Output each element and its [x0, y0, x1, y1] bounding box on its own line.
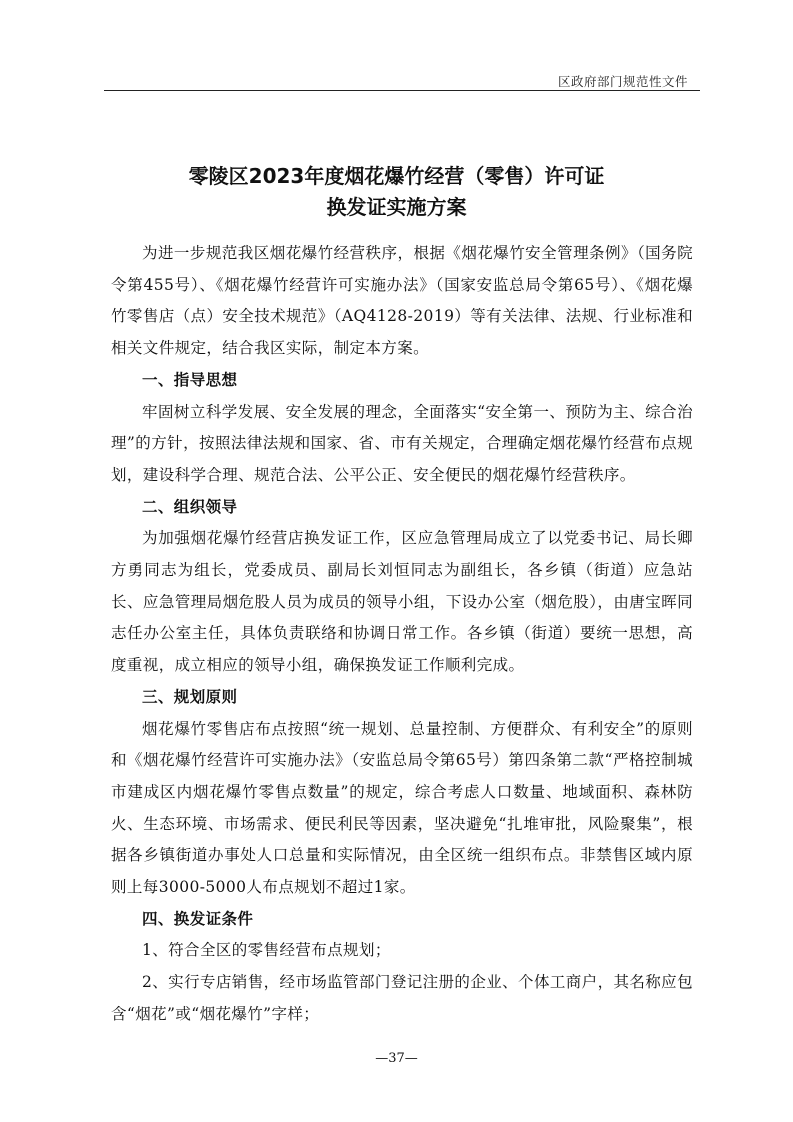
- section-paragraph: 1、符合全区的零售经营布点规划；: [142, 941, 391, 960]
- page-number: —37—: [375, 1051, 418, 1066]
- document-title-line-1: 零陵区2023年度烟花爆竹经营（零售）许可证: [188, 164, 605, 188]
- header-label: 区政府部门规范性文件: [557, 74, 688, 89]
- section-paragraph: 为加强烟花爆竹经营店换发证工作，区应急管理局成立了以党委书记、局长卿方勇同志为组长，党委成员、副局长刘恒同志为副组长，各乡镇（街道）应急站长、应急管理局烟危股人员为成员的领导小组，下设办公室（烟危股），由唐宝晖同志任办公室主任，具体负责联络和协调日常工作。各乡镇（街道）要统一思想，高度重视，成立相应的领导小组，确保换发证工作顺利完成。: [111, 529, 693, 675]
- section-paragraph: 2、实行专店销售，经市场监管部门登记注册的企业、个体工商户，其名称应包含“烟花”或“烟花爆竹”字样；: [111, 973, 693, 1023]
- document-body: [111, 238, 693, 1031]
- intro-paragraph: 为进一步规范我区烟花爆竹经营秩序，根据《烟花爆竹安全管理条例》（国务院令第455号）、《烟花爆竹经营许可实施办法》（国家安监总局令第65号）、《烟花爆竹零售店（点）安全技术规范》（AQ4128-2019）等有关法律、法规、行业标准和相关文件规定，结合我区实际，制定本方案。: [111, 244, 693, 358]
- section-paragraph: 牢固树立科学发展、安全发展的理念，全面落实“安全第一、预防为主、综合治理”的方针，按照法律法规和国家、省、市有关规定，合理确定烟花爆竹经营布点规划，建设科学合理、规范合法、公平公正、安全便民的烟花爆竹经营秩序。: [111, 402, 693, 484]
- section-heading-guiding-ideology: 一、指导思想: [142, 370, 238, 389]
- section-heading-renewal-conditions: 四、换发证条件: [142, 909, 254, 928]
- section-heading-organization: 二、组织领导: [142, 497, 238, 516]
- section-paragraph: 烟花爆竹零售店布点按照“统一规划、总量控制、方便群众、有利安全”的原则和《烟花爆竹经营许可实施办法》（安监总局令第65号）第四条第二款“严格控制城市建成区内烟花爆竹零售点数量”的规定，综合考虑人口数量、地域面积、森林防火、生态环境、市场需求、便民利民等因素，坚决避免“扎堆审批，风险聚集”，根据各乡镇街道办事处人口总量和实际情况，由全区统一组织布点。非禁售区域内原则上每3000-5000人布点规划不超过1家。: [111, 719, 693, 897]
- header-rule: [104, 90, 700, 91]
- document-title-line-2: 换发证实施方案: [326, 195, 467, 219]
- section-heading-planning-principles: 三、规划原则: [142, 687, 238, 706]
